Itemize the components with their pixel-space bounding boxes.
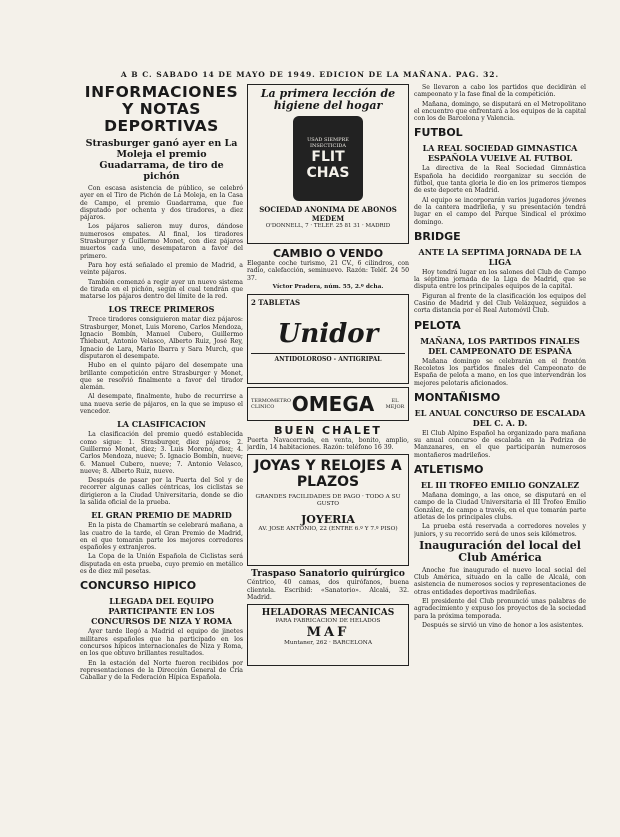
paragraph: Se llevaron a cabo los partidos que decidirán el campeonato y la fase final de la competición. [414, 84, 586, 99]
paragraph: Con escasa asistencia de público, se celebró ayer en el Tiro de Pichón de La Moleja, en la Casa de Campo, el premio Guadarrama, que fue disputado por ochenta y dos tiradores, a diez pájaros. [80, 185, 243, 222]
ad-brand: MAF [306, 625, 350, 641]
ad-sanatorio [247, 569, 409, 601]
insecticide-can-illustration [293, 116, 363, 201]
subsection-heading: EL GRAN PREMIO DE MADRID [91, 510, 232, 521]
paragraph: Al desempate, finalmente, hubo de recurrirse a una nueva serie de pájaros, en la que se impuso el vencedor. [80, 393, 243, 416]
ad-text: Puerta Navacerrada, en venta, bonito, amplio, jardín, 14 habitaciones. Razón: teléfono 16 39. [247, 436, 409, 452]
paragraph: Figuran al frente de la clasificación los equipos del Casino de Madrid y del Club Velázquez, seguidos a corta distancia por el Real Automóvil Club. [414, 292, 586, 315]
ad-right: EL MEJOR [385, 397, 405, 410]
paragraph: Ayer tarde llegó a Madrid el equipo de jinetes militares españoles que ha participado en los concursos hípicos internacionales de Niza y Roma, en los que obtuvo brillantes resultados. [80, 628, 243, 658]
ad-contact: Víctor Pradera, núm. 55, 2.º dcha. [272, 283, 384, 290]
paragraph: La directiva de la Real Sociedad Gimnástica Española ha decidido reorganizar su sección de fútbol, que tanta gloria le dio en los primeros tiempos de este deporte en Madrid. [414, 165, 586, 195]
paragraph: La prueba está reservada a corredores noveles y juniors, y su recorrido será de unos seis kilómetros. [414, 523, 586, 538]
paragraph: Para hoy está señalado el premio de Madrid, a veinte pájaros. [80, 261, 243, 277]
ad-sub: ANTIDOLOROSO - ANTIGRIPAL [251, 353, 405, 363]
subsection-heading: LOS TRECE PRIMEROS [108, 304, 215, 315]
paragraph: La clasificación del premio quedó establecida como sigue: 1. Strasburger, diez pájaros; 2. Guillermo Monet, diez; 3. Luis Moreno, diez; 4. Carlos Mendoza, nueve; 5. Ignacio Bombín, nueve; 6. Manuel Cubero, nueve; 7. Antonio Velasco, nueve; 8. Alberto Ruiz, nueve. [80, 431, 243, 475]
paragraph: Hoy tendrá lugar en los salones del Club de Campo la séptima jornada de la Liga de Madrid, que se disputa entre los principales equipos de la capital. [414, 268, 586, 291]
ad-sub: GRANDES FACILIDADES DE PAGO · TODO A SU GUSTO [255, 494, 401, 508]
ad-shop: JOYERIA [301, 513, 355, 527]
section-heading: ATLETISMO [414, 463, 484, 477]
column-2-ads [247, 84, 409, 829]
section-title: INFORMACIONES Y NOTAS DEPORTIVAS [84, 84, 239, 135]
ad-title: HELADORAS MECANICAS [261, 608, 395, 619]
ad-omega [247, 387, 409, 421]
section-heading: PELOTA [414, 318, 461, 332]
paragraph: También comenzó a regir ayer un nuevo sistema de tirada en el pichón, según el cual tendrán que matarse los pájaros dentro del límite de la red. [80, 278, 243, 301]
ad-title: CAMBIO O VENDO [272, 247, 384, 260]
paragraph: En la pista de Chamartín se celebrará mañana, a las cuatro de la tarde, el Gran Premio de Madrid, en el que tomarán parte los mejores corredores españoles y extranjeros. [80, 522, 243, 552]
subsection-heading: LLEGADA DEL EQUIPO PARTICIPANTE EN LOS CONCURSOS DE NIZA Y ROMA [91, 596, 232, 627]
ad-text: Elegante coche turismo, 21 CV., 6 cilindros, con radio, calefacción, seminuevo. Razón: Teléf. 24 50 37. [247, 260, 409, 282]
ad-title: BUEN CHALET [274, 423, 382, 437]
subsection-heading: EL III TROFEO EMILIO GONZALEZ [420, 480, 580, 491]
section-heading: MONTAÑISMO [414, 390, 501, 404]
paragraph: Los pájaros salieron muy duros, dándose numerosos empates. Al final, los tiradores Strasburger y Guillermo Monet, con diez pájaros muertos cada uno, desempataron a favor del primero. [80, 223, 243, 260]
ad-unidor [247, 294, 409, 384]
section-heading: CONCURSO HIPICO [80, 579, 197, 593]
ad-top: 2 TABLETAS [251, 297, 301, 307]
paragraph: Mañana domingo, a las once, se disputará en el campo de la Ciudad Universitaria el III Trofeo Emilio González, de campo a través, en el que tomarán parte atletas de los principales clubs. [414, 492, 586, 521]
paragraph: Anoche fue inaugurado el nuevo local social del Club América, situado en la calle de Alcalá, con asistencia de numerosos socios y representaciones de otras entidades deportivas madrileñas. [414, 566, 586, 596]
ad-address: AV. JOSE ANTONIO, 22 (ENTRE 6.º Y 7.º PISO) [258, 526, 398, 533]
ad-left: TERMOMETRO CLINICO [251, 397, 291, 410]
ad-address: Muntaner, 262 · BARCELONA [283, 640, 373, 647]
paragraph: Después se sirvió un vino de honor a los asistentes. [422, 621, 584, 629]
subsection-heading: ANTE LA SEPTIMA JORNADA DE LA LIGA [418, 246, 582, 267]
paragraph: Trece tiradores consiguieron matar diez pájaros: Strasburger, Monet, Luis Moreno, Carlos Mendoza, Ignacio Bombín, Manuel Cubero, Guillermo Thiebaut, Antonio Velasco, Alberto Ruiz, José Rey, Ignacio de Lara, Mario Ibarra y Sara Murch, que disputaron el desempate. [80, 316, 243, 360]
ad-title: Traspaso Sanatorio quirúrgico [251, 569, 405, 580]
ad-flit-chas [247, 84, 409, 244]
ad-brand: Unidor [277, 318, 379, 349]
ad-sub: USAD SIEMPRE INSECTICIDA [307, 136, 349, 149]
subsection-heading: MAÑANA, LOS PARTIDOS FINALES DEL CAMPEONATO DE ESPAÑA [420, 335, 580, 356]
ad-cambio-vendo [247, 247, 409, 291]
ad-company: SOCIEDAD ANONIMA DE ABONOS MEDEM [259, 205, 397, 223]
ad-sub: PARA FABRICACION DE HELADOS [275, 618, 381, 625]
paragraph: Mañana, domingo, se disputará en el Metropolitano el encuentro que enfrentará a los equipos de la capital con los de Barcelona y Valencia. [414, 100, 586, 123]
page-header: A B C. SABADO 14 DE MAYO DE 1949. EDICION DE LA MAÑANA. PAG. 32. [120, 70, 500, 79]
paragraph: En la estación del Norte fueron recibidos por representaciones de la Dirección General de Cría Caballar y de la Federación Hípica Española. [80, 659, 243, 682]
headline: Strasburger ganó ayer en La Moleja el premio Guadarrama, de tiro de pichón [85, 138, 238, 182]
section-heading: FUTBOL [414, 126, 463, 140]
paragraph: El Club Alpino Español ha organizado para mañana su anual concurso de escalada en la Pedriza de Manzanares, en el que participarán numerosos montañeros madrileños. [414, 429, 586, 459]
ad-brand: OMEGA [291, 391, 375, 416]
paragraph: Al equipo se incorporarán varios jugadores jóvenes de la cantera madrileña, y su presentación tendrá lugar en el campo del Parque Sindical el próximo domingo. [414, 196, 586, 226]
ad-heladoras [247, 604, 409, 666]
section-heading: BRIDGE [414, 229, 461, 243]
headline: Inauguración del local del Club América [419, 538, 581, 564]
paragraph: Mañana domingo se celebrarán en el frontón Recoletos los partidos finales del Campeonato de España de pelota a mano, en los que intervendrán los mejores pelotaris aficionados. [414, 357, 586, 387]
column-3 [414, 84, 586, 829]
paragraph: Hubo en el quinto pájaro del desempate una brillante competición entre Strasburger y Monet, que se resolvió finalmente a favor del tirador alemán. [80, 362, 243, 392]
ad-slogan: La primera lección de higiene del hogar [260, 87, 396, 112]
ad-joyas-relojes [247, 454, 409, 566]
paragraph: Después de pasar por la Puerta del Sol y de recorrer algunas calles céntricas, los ciclistas se dirigieron a la Ciudad Universitaria, donde se dio la salida oficial de la prueba. [80, 477, 243, 506]
subsection-heading: EL ANUAL CONCURSO DE ESCALADA DEL C. A. D. [414, 407, 586, 428]
ad-buen-chalet [247, 424, 409, 452]
column-1 [80, 84, 243, 829]
ad-brand: FLIT CHAS [306, 148, 350, 181]
paragraph: La Copa de la Unión Española de Ciclistas será disputada en esta prueba, cuyo premio en metálico es de diez mil pesetas. [80, 553, 243, 576]
subsection-heading: LA CLASIFICACION [117, 419, 206, 430]
ad-text: Céntrico, 40 camas, dos quirófanos, buena clientela. Escribid: «Sanatorio». Alcalá, 32. Madrid. [247, 579, 409, 602]
ad-address: O'DONNELL, 7 · TELEF. 25 81 31 · MADRID [265, 223, 391, 229]
paragraph: El presidente del Club pronunció unas palabras de agradecimiento y expuso los proyectos de la sociedad para la próxima temporada. [414, 597, 586, 620]
ad-title: JOYAS Y RELOJES A PLAZOS [254, 458, 402, 491]
subsection-heading: LA REAL SOCIEDAD GIMNASTICA ESPAÑOLA VUELVE AL FUTBOL [422, 143, 578, 164]
